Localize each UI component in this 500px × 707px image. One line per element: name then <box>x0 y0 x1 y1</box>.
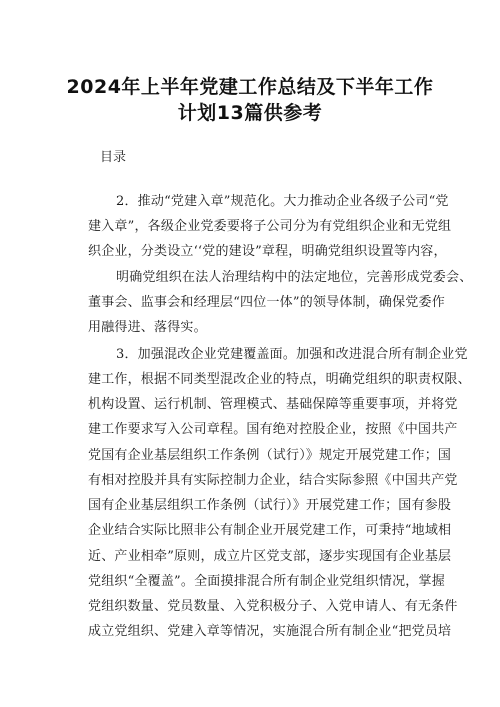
paragraph-line: 国有企业基层组织工作条例（试行）》开展党建工作；国有参股 <box>88 498 452 513</box>
paragraph-line: 党国有企业基层组织工作条例（试行）》规定开展党建工作；国 <box>88 448 452 463</box>
paragraph-line: 建入章”，各级企业党委要将子公司分为有党组织企业和无党组 <box>88 219 452 234</box>
paragraph-line: 织企业，分类设立‘‘党的建设”章程，明确党组织设置等内容， <box>88 244 447 259</box>
paragraph-line: 董事会、监事会和经理层“四位一体”的领导体制，确保党委作 <box>88 295 445 310</box>
paragraph-line: 建工作要求写入公司章程。国有绝对控股企业，按照《中国共产 <box>88 422 458 437</box>
paragraph-line: 2．推动“党建入章”规范化。大力推动企业各级子公司“党 <box>116 194 449 209</box>
paragraph-line: 建工作，根据不同类型混改企业的特点，明确党组织的职责权限、 <box>88 372 471 387</box>
paragraph-line: 党组织“全覆盖”。全面摸排混合所有制企业党组织情况，掌握 <box>88 574 445 589</box>
document-title-line-1: 2024年上半年党建工作总结及下半年工作 <box>66 76 434 98</box>
paragraph-line: 用融得进、落得实。 <box>88 320 207 335</box>
paragraph-line: 企业结合实际比照非公有制企业开展党建工作，可秉持“地域相 <box>88 523 452 538</box>
paragraph-line: 有相对控股并具有实际控制力企业，结合实际参照《中国共产党 <box>88 473 458 488</box>
paragraph-line: 党组织数量、党员数量、入党积极分子、入党申请人、有无条件 <box>88 599 458 614</box>
document-title-line-2: 计划13篇供参考 <box>177 102 323 124</box>
paragraph-line: 3．加强混改企业党建覆盖面。加强和改进混合所有制企业党 <box>116 347 468 362</box>
paragraph-line: 明确党组织在法人治理结构中的法定地位，完善形成党委会、 <box>116 270 473 285</box>
table-of-contents-label: 目录 <box>100 150 127 165</box>
paragraph-line: 成立党组织、党建入章等情况，实施混合所有制企业“把党员培 <box>88 624 452 639</box>
paragraph-line: 近、产业相牵”原则，成立片区党支部，逐步实现国有企业基层 <box>88 549 452 564</box>
paragraph-line: 机构设置、运行机制、管理模式、基础保障等重要事项，并将党 <box>88 397 458 412</box>
